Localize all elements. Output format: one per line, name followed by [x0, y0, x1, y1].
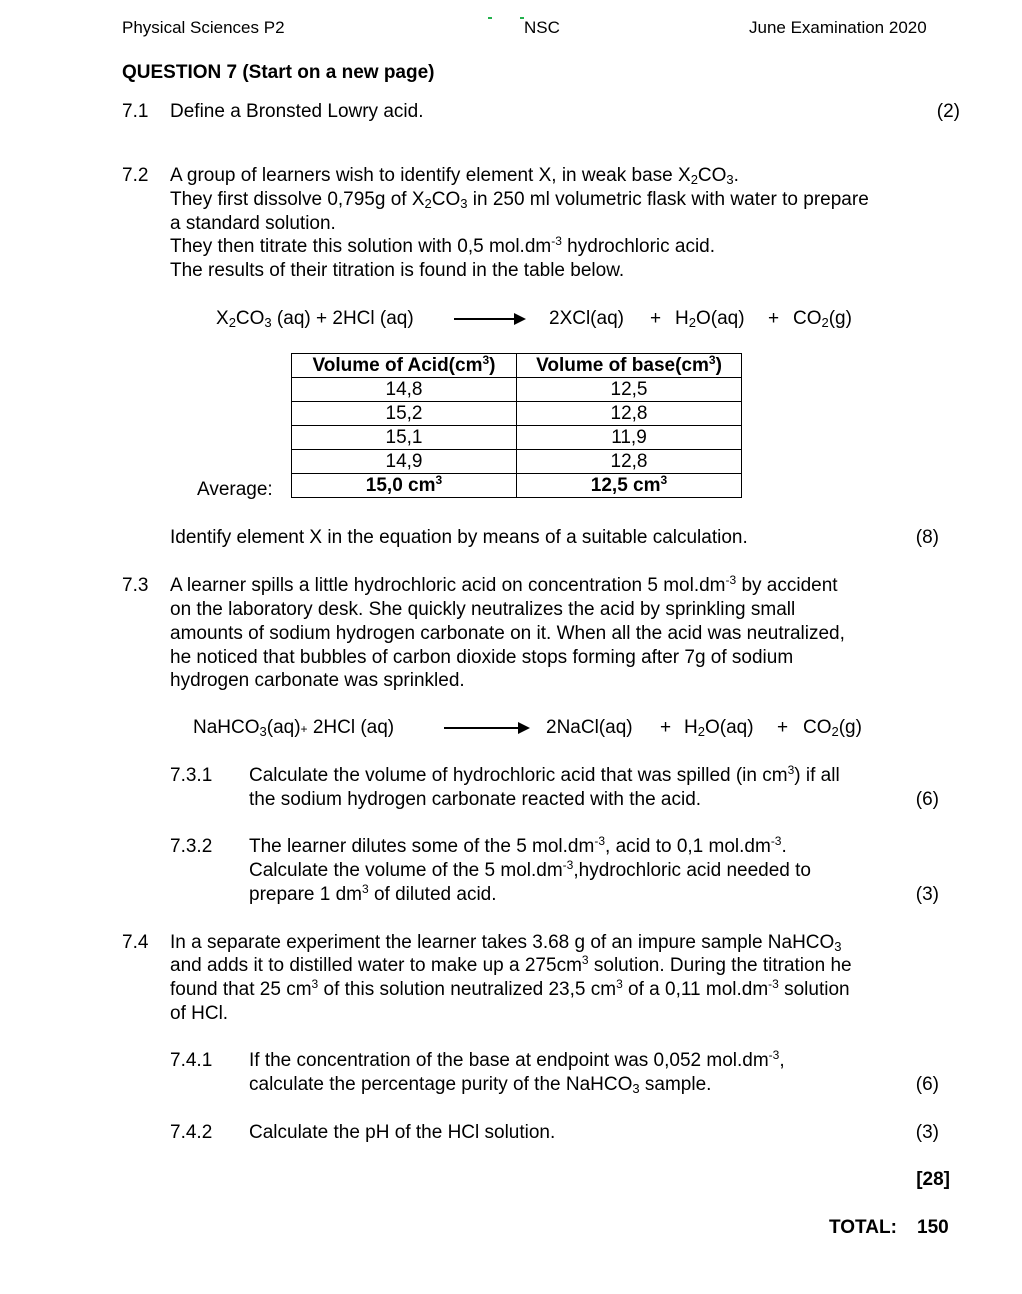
table-row: [292, 402, 742, 426]
table-average-base: 12,5 $cm^3$: [517, 474, 742, 498]
titration-table: [291, 353, 742, 498]
green-mark: [488, 17, 492, 19]
q7-4-line3: found that 25 $cm^3$ of this solution neutralized 23,5 $cm^3$ of a 0,11 $mol.dm^{-3}$ solution: [170, 977, 850, 1000]
plus-sign: +: [660, 717, 672, 738]
q7-3-equation-product-1: 2NaCl(aq): [546, 717, 633, 738]
q7-1-text: Define a Bronsted Lowry acid.: [170, 101, 424, 122]
q7-4-2-marks: (3): [915, 1122, 939, 1143]
table-header-acid: Volume of $Acid(cm^3)$: [292, 354, 517, 378]
plus-sign: +: [777, 717, 789, 738]
q7-4-1-number: 7.4.1: [170, 1050, 213, 1071]
q7-2-line4: They then titrate this solution with 0,5 $mol.dm^{-3}$ hydrochloric acid.: [170, 234, 716, 257]
q7-2-task: Identify element X in the equation by means of a suitable calculation.: [170, 527, 748, 548]
table-cell: 12,8: [517, 402, 742, 426]
header-subject: Physical Sciences P2: [122, 18, 285, 37]
q7-3-1-line1: Calculate the volume of hydrochloric acid that was spilled (in $cm^3$) if all: [249, 763, 840, 786]
q7-3-equation-product-2: $H_2O(aq)$: [684, 717, 754, 739]
q7-3-line3: amounts of sodium hydrogen carbonate on it. When all the acid was neutralized,: [170, 623, 845, 644]
table-cell: 15,2: [292, 402, 517, 426]
q7-2-equation-product-3: $CO_2(g)$: [793, 308, 852, 330]
table-row: [292, 450, 742, 474]
question-title: QUESTION 7 (Start on a new page): [122, 62, 435, 83]
q7-4-line2: and adds it to distilled water to make up a $275cm^3$ solution. During the titration he: [170, 953, 852, 976]
q7-3-2-line1: The learner dilutes some of the 5 $mol.dm^{-3}$, acid to 0,1 $mol.dm^{-3}$.: [249, 834, 787, 857]
q7-3-1-line2: the sodium hydrogen carbonate reacted with the acid.: [249, 789, 702, 810]
q7-2-marks: (8): [915, 527, 939, 548]
table-cell: 14,8: [292, 378, 517, 402]
q7-3-2-marks: (3): [915, 884, 939, 905]
q7-1-marks: (2): [936, 101, 960, 122]
table-average-row: [292, 474, 742, 498]
table-row: [292, 378, 742, 402]
q7-3-2-line3: prepare 1 $dm^3$ of diluted acid.: [249, 882, 497, 905]
table-header-row: [292, 354, 742, 378]
q7-2-line5: The results of their titration is found in the table below.: [170, 260, 625, 281]
q7-3-1-number: 7.3.1: [170, 765, 213, 786]
plus-sign: +: [650, 308, 662, 329]
table-row: [292, 426, 742, 450]
table-header-base: Volume of $base(cm^3)$: [517, 354, 742, 378]
header-exam: June Examination 2020: [749, 18, 927, 37]
q7-3-line4: he noticed that bubbles of carbon dioxide stops forming after 7g of sodium: [170, 647, 794, 668]
q7-3-equation-reactants: NaHCO$_3$(aq)+ 2HCl (aq): [193, 717, 395, 739]
q7-4-line4: of HCl.: [170, 1003, 229, 1024]
q7-3-line2: on the laboratory desk. She quickly neutralizes the acid by sprinkling small: [170, 599, 796, 620]
table-cell: 11,9: [517, 426, 742, 450]
average-label: Average:: [197, 479, 273, 500]
q7-4-2-text: Calculate the pH of the HCl solution.: [249, 1122, 556, 1143]
q7-3-2-line2: Calculate the volume of the 5 $mol.dm^{-3},hydrochloric$ acid needed to: [249, 858, 811, 881]
reaction-arrow-icon: [454, 318, 524, 320]
table-cell: 15,1: [292, 426, 517, 450]
table-average-acid: 15,0 $cm^3$: [292, 474, 517, 498]
plus-sign: +: [768, 308, 780, 329]
total-label: TOTAL:: [829, 1217, 897, 1238]
q7-2-equation-product-2: $H_2O(aq)$: [675, 308, 745, 330]
table-cell: 14,9: [292, 450, 517, 474]
q7-3-number: 7.3: [122, 575, 149, 596]
header-nsc: NSC: [524, 18, 560, 37]
q7-2-line3: a standard solution.: [170, 213, 336, 234]
q7-2-line1: A group of learners wish to identify element X, in weak base $X_2CO_3$.: [170, 165, 739, 187]
q7-2-line2: They first dissolve 0,795g of $X_2CO_3$ in 250 ml volumetric flask with water to prepare: [170, 189, 869, 211]
q7-3-line5: hydrogen carbonate was sprinkled.: [170, 670, 465, 691]
q7-4-number: 7.4: [122, 932, 149, 953]
q7-2-number: 7.2: [122, 165, 149, 186]
q7-3-equation-product-3: $CO_2(g)$: [803, 717, 862, 739]
q7-3-1-marks: (6): [915, 789, 939, 810]
q7-4-1-line2: calculate the percentage purity of the NaHCO$_3$ sample.: [249, 1074, 712, 1096]
table-cell: 12,8: [517, 450, 742, 474]
q7-3-2-number: 7.3.2: [170, 836, 213, 857]
q7-2-equation-reactants: $X_2CO_3$ (aq) + 2HCl (aq): [216, 308, 414, 330]
section-total: [28]: [916, 1169, 950, 1190]
q7-1-number: 7.1: [122, 101, 149, 122]
q7-4-1-marks: (6): [915, 1074, 939, 1095]
q7-4-1-line1: If the concentration of the base at endpoint was 0,052 $mol.dm^{-3}$,: [249, 1048, 785, 1071]
table-cell: 12,5: [517, 378, 742, 402]
reaction-arrow-icon: [444, 727, 528, 729]
total-value: 150: [917, 1217, 949, 1238]
q7-3-line1: A learner spills a little hydrochloric acid on concentration 5 $mol.dm^{-3}$ by accident: [170, 573, 838, 596]
q7-4-2-number: 7.4.2: [170, 1122, 213, 1143]
q7-2-equation-product-1: 2XCl(aq): [549, 308, 624, 329]
q7-4-line1: In a separate experiment the learner takes 3.68 g of an impure sample NaHCO$_3$: [170, 932, 842, 954]
